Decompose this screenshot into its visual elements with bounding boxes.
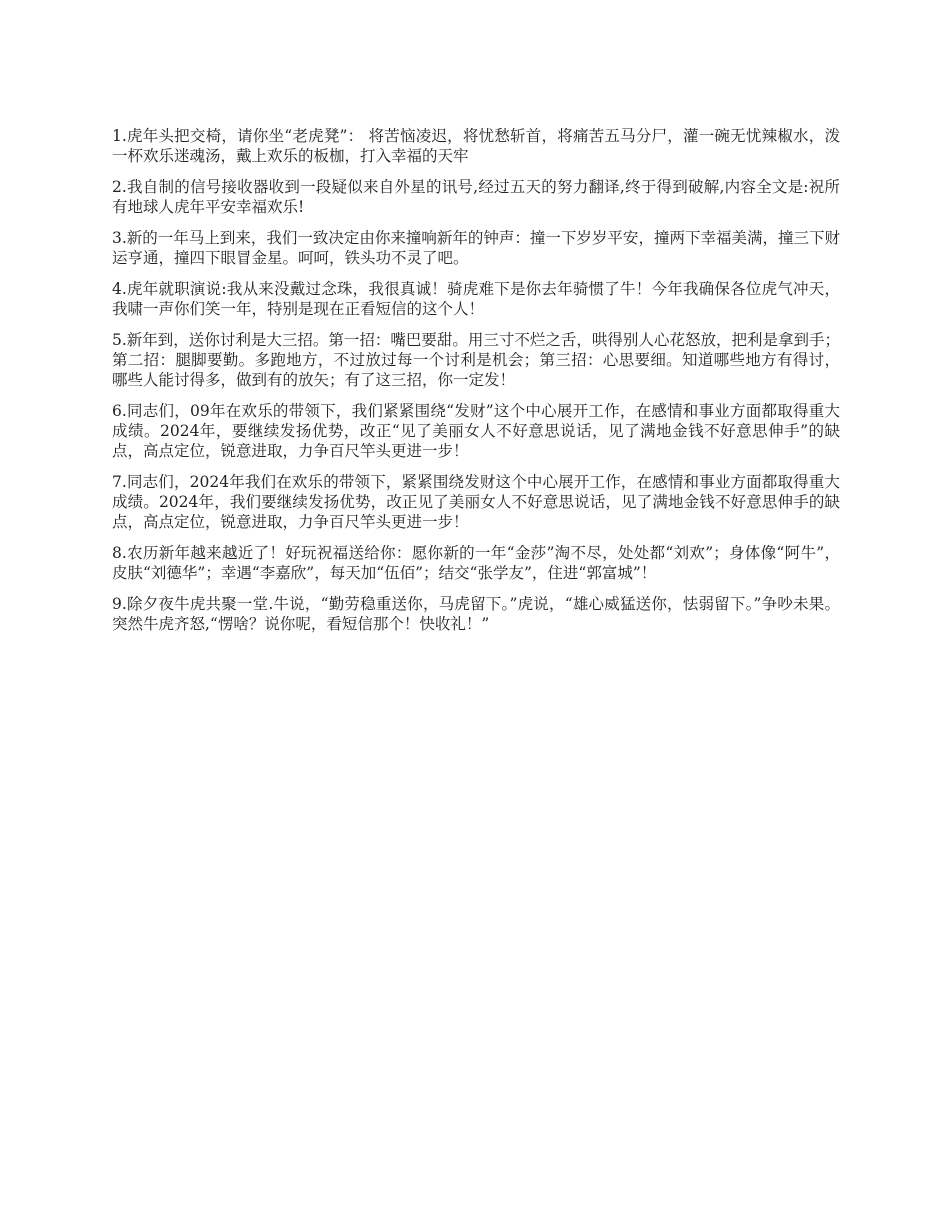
paragraph-7: 7.同志们，2024年我们在欢乐的带领下，紧紧围绕发财这个中心展开工作，在感情和事业方面都取得重大成绩。2024年，我们要继续发扬优势，改正见了美丽女人不好意思说话，见了满地金钱不好意思伸手的缺点，高点定位，锐意进取，力争百尺竿头更进一步！ [112,473,840,531]
paragraph-2: 2.我自制的信号接收器收到一段疑似来自外星的讯号,经过五天的努力翻译,终于得到破解,内容全文是:祝所有地球人虎年平安幸福欢乐! [112,178,840,216]
paragraph-3: 3.新的一年马上到来，我们一致决定由你来撞响新年的钟声：撞一下岁岁平安，撞两下幸福美满，撞三下财运亨通，撞四下眼冒金星。呵呵，铁头功不灵了吧。 [112,229,840,267]
paragraph-4: 4.虎年就职演说:我从来没戴过念珠，我很真诚！骑虎难下是你去年骑惯了牛！今年我确保各位虎气冲天，我啸一声你们笑一年，特别是现在正看短信的这个人！ [112,280,840,318]
paragraph-9: 9.除夕夜牛虎共聚一堂.牛说，“勤劳稳重送你，马虎留下。”虎说，“雄心威猛送你，怯弱留下。”争吵未果。突然牛虎齐怒,“愣啥？说你呢，看短信那个！快收礼！” [112,595,840,633]
document-body [112,126,840,645]
paragraph-1: 1.虎年头把交椅，请你坐“老虎凳”： 将苦恼凌迟，将忧愁斩首，将痛苦五马分尸，灌一碗无忧辣椒水，泼一杯欢乐迷魂汤，戴上欢乐的板枷，打入幸福的天牢 [112,127,840,165]
paragraph-8: 8.农历新年越来越近了！好玩祝福送给你：愿你新的一年“金莎”淘不尽，处处都“刘欢”；身体像“阿牛”，皮肤“刘德华”；幸遇“李嘉欣”，每天加“伍佰”；结交“张学友”，住进“郭富城”！ [112,544,840,582]
paragraph-5: 5.新年到，送你讨利是大三招。第一招：嘴巴要甜。用三寸不烂之舌，哄得别人心花怒放，把利是拿到手；第二招：腿脚要勤。多跑地方，不过放过每一个讨利是机会；第三招：心思要细。知道哪些地方有得讨，哪些人能讨得多，做到有的放矢；有了这三招，你一定发！ [112,331,840,389]
paragraph-6: 6.同志们，09年在欢乐的带领下，我们紧紧围绕“发财”这个中心展开工作，在感情和事业方面都取得重大成绩。2024年，要继续发扬优势，改正“见了美丽女人不好意思说话，见了满地金钱不好意思伸手”的缺点，高点定位，锐意进取，力争百尺竿头更进一步！ [112,402,840,460]
